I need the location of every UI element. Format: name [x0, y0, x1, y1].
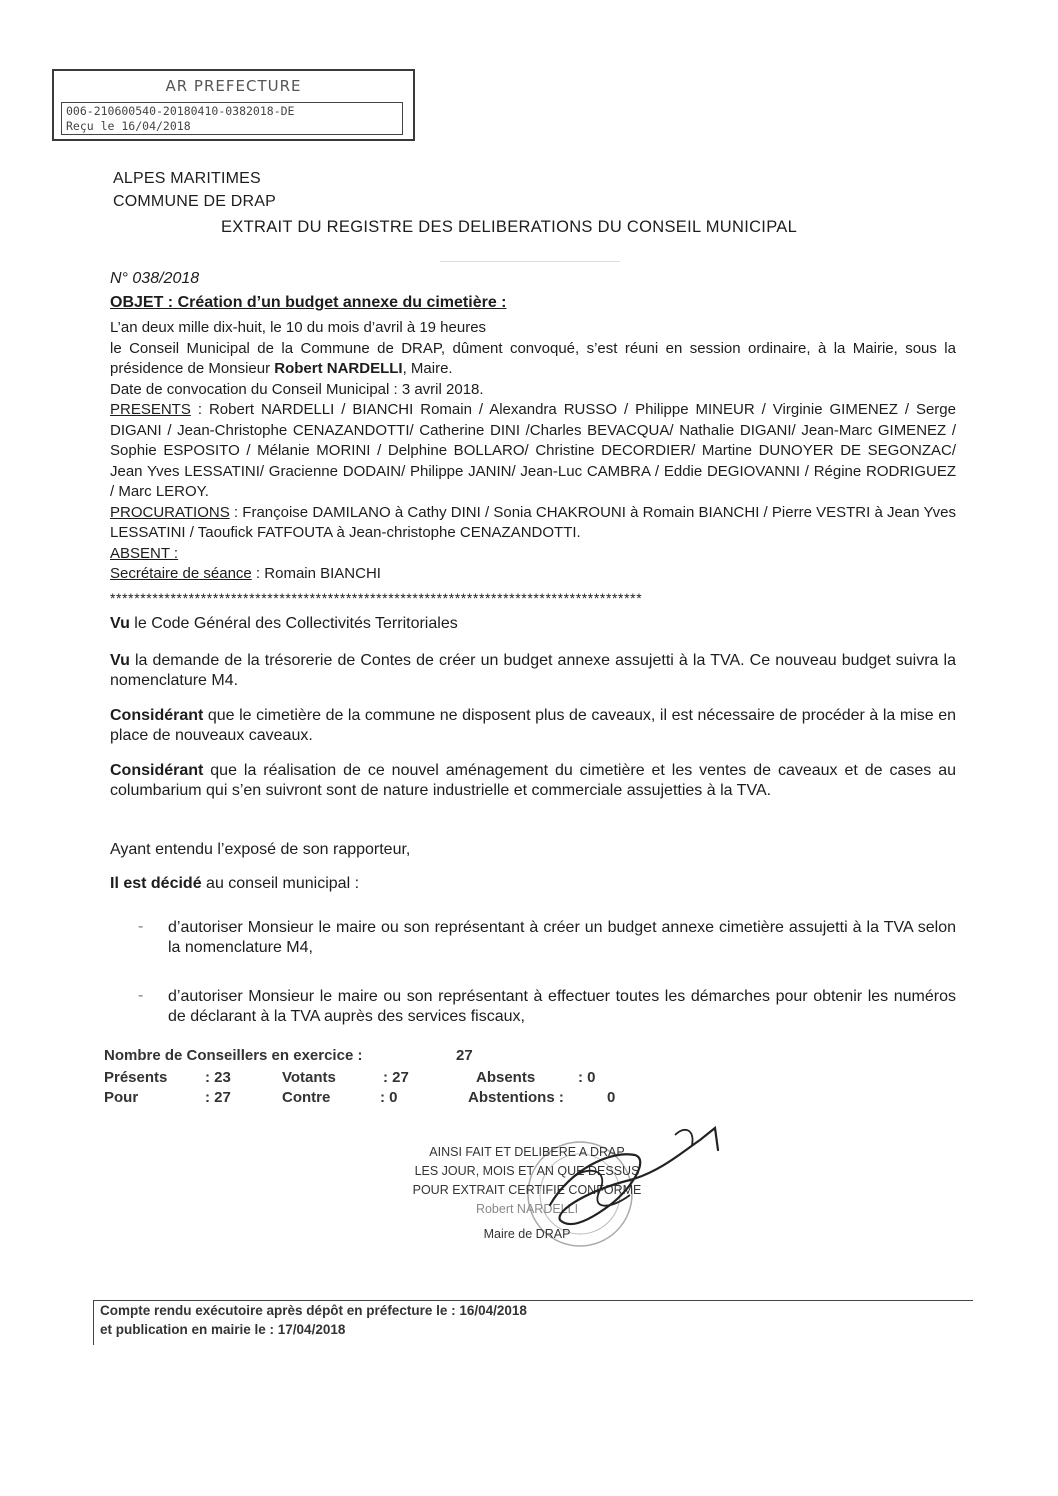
- absent-label: ABSENT :: [110, 544, 179, 562]
- deliberation-number: N° 038/2018: [110, 270, 200, 287]
- vu-tresorerie: [110, 651, 956, 691]
- procurations-names: : Françoise DAMILANO à Cathy DINI / Sonia CHAKROUNI à Romain BIANCHI / Pierre VESTRI à Jean Yves LESSATINI / Taoufick FATFOUTA à Jean-christophe CENAZANDOTTI.: [110, 503, 956, 541]
- convocation-intro: le Conseil Municipal de la Commune de DRAP, dûment convoqué, s’est réuni en session ordinaire, à la Mairie, sous la présidence de Monsieur: [110, 339, 956, 377]
- presents-stat-value: : 23: [205, 1069, 231, 1086]
- considerant-caveaux-text: que le cimetière de la commune ne disposent plus de caveaux, il est nécessaire de procéder à la mise en place de nouveaux caveaux.: [110, 707, 956, 744]
- president-suffix: , Maire.: [402, 360, 453, 377]
- decision-item-1: d’autoriser Monsieur le maire ou son représentant à créer un budget annexe cimetière assujetti à la TVA selon la nomenclature M4,: [168, 919, 956, 956]
- document-title: EXTRAIT DU REGISTRE DES DELIBERATIONS DU CONSEIL MUNICIPAL: [221, 218, 798, 236]
- signature-line-3: POUR EXTRAIT CERTIFIE CONFORME: [412, 1183, 642, 1197]
- votants-label: Votants: [282, 1069, 336, 1086]
- procurations-list: [110, 503, 956, 544]
- secretary-line: [110, 564, 956, 585]
- absents-value: : 0: [578, 1069, 596, 1086]
- stamp-title: AR PREFECTURE: [165, 77, 302, 95]
- pour-value: : 27: [205, 1089, 231, 1106]
- pour-label: Pour: [104, 1089, 139, 1106]
- president-name: Robert NARDELLI: [274, 360, 403, 377]
- procurations-label: PROCURATIONS: [110, 503, 230, 521]
- abstentions-label: Abstentions :: [468, 1089, 564, 1106]
- conseillers-label: Nombre de Conseillers en exercice :: [104, 1047, 363, 1064]
- bullet-dash: -: [138, 987, 144, 1004]
- signature-line-1: AINSI FAIT ET DELIBERE A DRAP: [429, 1145, 625, 1159]
- decide-text: au conseil municipal :: [201, 875, 360, 892]
- decide-keyword: Il est décidé: [110, 875, 202, 892]
- vu-keyword: Vu: [110, 652, 130, 669]
- footer-executory: Compte rendu exécutoire après dépôt en préfecture le : 16/04/2018: [100, 1303, 527, 1318]
- votants-value: : 27: [383, 1069, 409, 1086]
- presents-label: PRESENTS: [110, 401, 191, 418]
- stamp-reference: [61, 102, 403, 135]
- convocation-date: Date de convocation du Conseil Municipal : 3 avril 2018.: [110, 380, 484, 398]
- considerant-keyword: Considérant: [110, 762, 204, 779]
- signature-line-2: LES JOUR, MOIS ET AN QUE DESSUS: [414, 1164, 640, 1178]
- vu-cgct: [110, 614, 956, 634]
- stamp-received-line: Reçu le 16/04/2018: [66, 119, 191, 133]
- contre-label: Contre: [282, 1089, 331, 1106]
- considerant-tva: [110, 761, 956, 801]
- separator-stars: ****************************************************************************************: [110, 590, 643, 606]
- ayant-entendu: Ayant entendu l’exposé de son rapporteur,: [110, 841, 411, 858]
- decision-item-2: d’autoriser Monsieur le maire ou son représentant à effectuer toutes les démarches pour obtenir les numéros de déclarant à la TVA auprès des services fiscaux,: [168, 988, 956, 1025]
- department-name: ALPES MARITIMES: [113, 170, 261, 187]
- deliberation-subject: OBJET : Création d’un budget annexe du cimetière :: [110, 294, 507, 311]
- vu-tresorerie-text: la demande de la trésorerie de Contes de créer un budget annexe assujetti à la TVA. Ce nouveau budget suivra la nomenclature M4.: [110, 652, 956, 689]
- considerant-tva-text: que la réalisation de ce nouvel aménagement du cimetière et les ventes de caveaux et de cases au columbarium qui s’en suivront sont de nature industrielle et commerciale assujetties à la TVA.: [110, 762, 956, 799]
- secretary-name: : Romain BIANCHI: [251, 565, 381, 582]
- commune-name: COMMUNE DE DRAP: [113, 193, 277, 210]
- footer-publication: et publication en mairie le : 17/04/2018: [100, 1322, 346, 1337]
- secretary-label: Secrétaire de séance: [110, 565, 252, 582]
- prefecture-stamp: [52, 69, 415, 141]
- presents-names: : Robert NARDELLI / BIANCHI Romain / Alexandra RUSSO / Philippe MINEUR / Virginie GIMENEZ / Serge DIGANI / Jean-Christophe CENAZANDOTTI/ Catherine DINI /Charles BEVACQUA/ Nathalie DIGANI/ Jean-Marc GIMENEZ / Sophie ESPOSITO / Mélanie MORINI / Delphine BOLLARO/ Christine DECORDIER/ Martine DUNOYER DE SEGONZAC/ Jean Yves LESSATINI/ Gracienne DODAIN/ Philippe JANIN/ Jean-Luc CAMBRA / Eddie DEGIOVANNI / Régine RODRIGUEZ / Marc LEROY.: [110, 401, 956, 500]
- handwritten-signature: [460, 1110, 730, 1260]
- vu-keyword: Vu: [110, 615, 130, 632]
- presents-stat-label: Présents: [104, 1069, 168, 1086]
- conseillers-value: 27: [456, 1047, 473, 1064]
- bullet-dash: -: [138, 918, 144, 935]
- signatory-role: Maire de DRAP: [483, 1227, 571, 1241]
- decision-intro: [110, 874, 956, 894]
- considerant-caveaux: [110, 706, 956, 746]
- session-info: [110, 318, 956, 585]
- presents-list: [110, 400, 956, 503]
- signatory-name: Robert NARDELLI: [475, 1202, 579, 1216]
- abstentions-value: 0: [607, 1089, 616, 1106]
- title-divider: [440, 261, 620, 262]
- absents-label: Absents: [476, 1069, 536, 1086]
- considerant-keyword: Considérant: [110, 707, 204, 724]
- convocation-text: [110, 339, 956, 380]
- vu-cgct-text: le Code Général des Collectivités Territoriales: [129, 615, 458, 632]
- stamp-ref-line: 006-210600540-20180410-0382018-DE: [66, 104, 295, 118]
- session-date: L’an deux mille dix-huit, le 10 du mois d’avril à 19 heures: [110, 319, 487, 336]
- contre-value: : 0: [380, 1089, 398, 1106]
